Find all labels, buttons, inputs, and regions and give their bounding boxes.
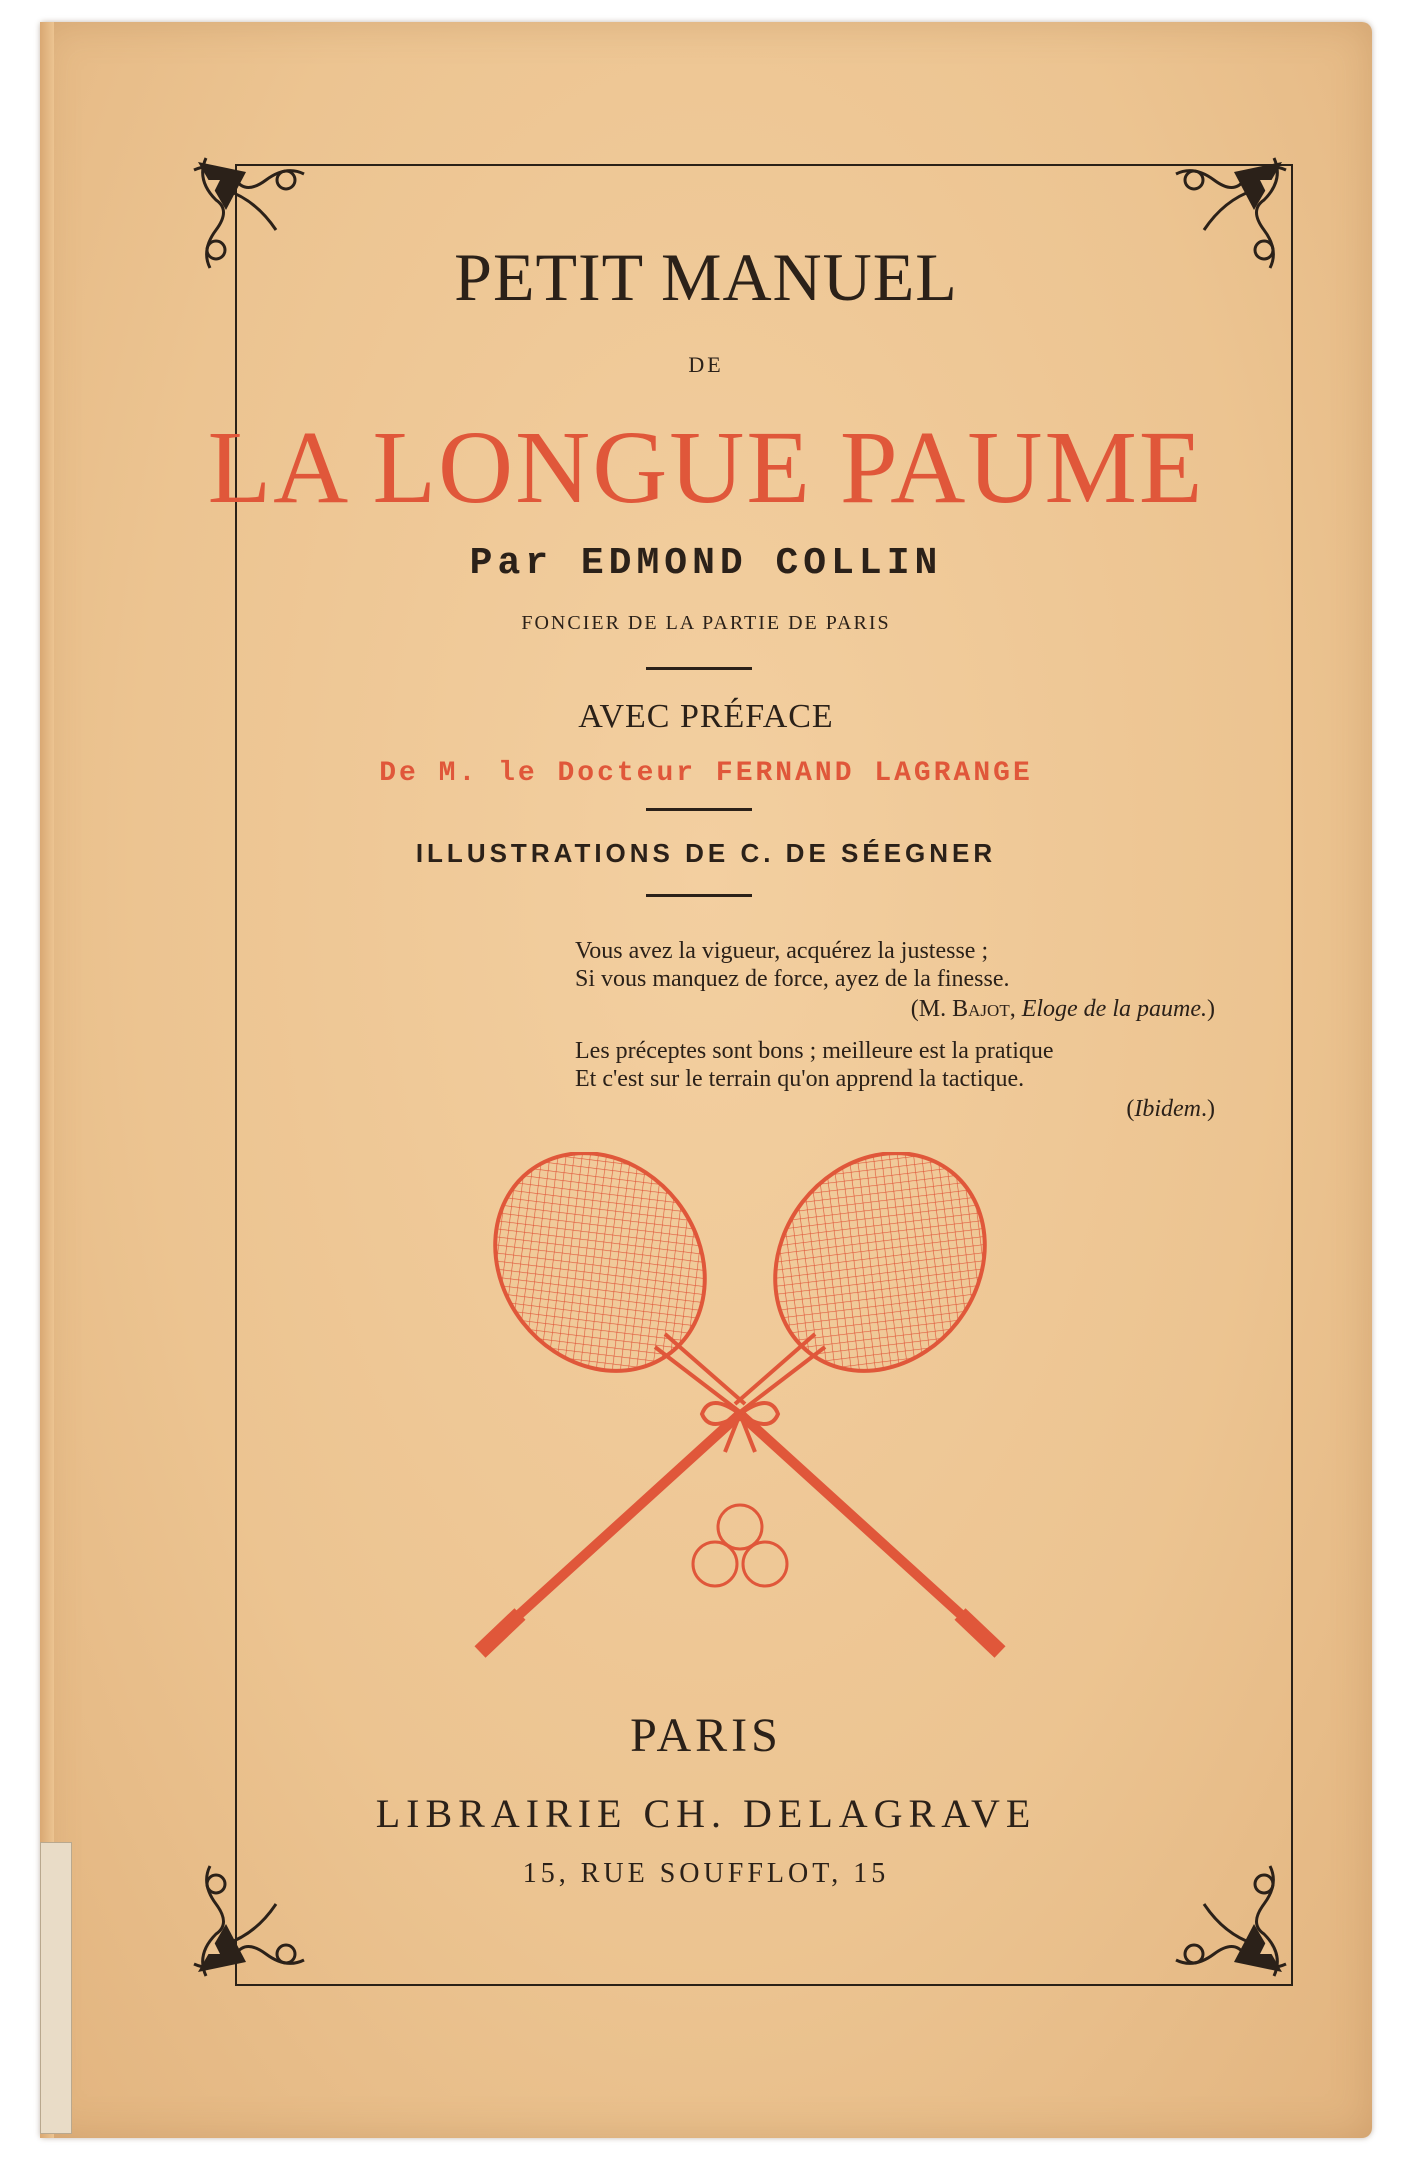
title-line-2: DE [688, 352, 724, 377]
preface-author: De M. le Docteur FERNAND LAGRANGE [379, 758, 1033, 789]
author-line: Par EDMOND COLLIN [469, 542, 943, 585]
book-cover [40, 22, 1372, 2138]
author-role: FONCIER DE LA PARTIE DE PARIS [521, 612, 891, 634]
source-open: (M. [910, 996, 953, 1022]
source-close: .) [1201, 1096, 1215, 1122]
source-open: ( [1126, 1096, 1135, 1122]
divider-rule [646, 667, 752, 670]
epigraph-line: Si vous manquez de force, ayez de la finesse. [575, 966, 1010, 992]
source-sep: , [1009, 996, 1022, 1022]
crossed-racquets-icon [440, 1152, 1040, 1692]
publication-city: PARIS [630, 1709, 782, 1762]
source-work: Ibidem [1134, 1096, 1201, 1122]
main-title: LA LONGUE PAUME [207, 410, 1205, 525]
source-author: Bajot [952, 996, 1010, 1022]
epigraph-source [575, 1094, 1215, 1124]
divider-rule [646, 808, 752, 811]
epigraph-source [575, 994, 1215, 1024]
publisher-name: LIBRAIRIE CH. DELAGRAVE [375, 1791, 1037, 1836]
epigraph-line: Vous avez la vigueur, acquérez la justesse ; [575, 938, 989, 964]
illustrations-credit: ILLUSTRATIONS DE C. DE SÉEGNER [415, 838, 997, 868]
epigraph-line: Et c'est sur le terrain qu'on apprend la tactique. [575, 1066, 1025, 1092]
publisher-address: 15, RUE SOUFFLOT, 15 [522, 1858, 890, 1889]
title-line-1: PETIT MANUEL [454, 239, 958, 315]
epigraph-line: Les préceptes sont bons ; meilleure est la pratique [575, 1038, 1054, 1064]
divider-rule [646, 894, 752, 897]
source-work: Eloge de la paume. [1021, 996, 1207, 1022]
source-close: ) [1207, 996, 1215, 1022]
preface-heading: AVEC PRÉFACE [578, 698, 834, 735]
